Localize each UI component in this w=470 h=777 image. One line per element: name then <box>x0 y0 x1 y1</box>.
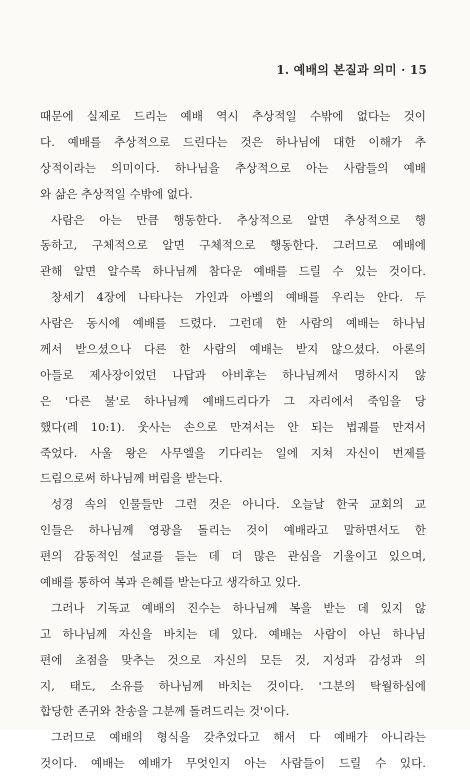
text-line: 께서 받으셨으나 다른 한 사람의 예배는 받지 않으셨다. 아론의 <box>40 342 426 357</box>
text-line: 아들로 제사장이었던 나답과 아비후는 하나님께서 명하시지 않 <box>40 367 426 382</box>
text-line: 창세기 4장에 나타나는 가인과 아벨의 예배를 우리는 안다. 두 <box>51 290 426 305</box>
paragraph <box>40 725 426 777</box>
paragraph <box>40 492 426 596</box>
text-line: 것이다. 예배는 예배가 무엇인지 아는 사람들이 드릴 수 있다. <box>40 756 426 771</box>
text-line: 때문에 실제로 드리는 예배 역시 추상적일 수밖에 없다는 것이 <box>40 109 426 123</box>
text-line: 지, 태도, 소유를 하나님께 바치는 것이다. '그분의 탁월하심에 <box>40 678 426 693</box>
paragraph <box>40 208 426 286</box>
text-line: 성경 속의 인물들만 그런 것은 아니다. 오늘날 한국 교회의 교 <box>51 497 426 512</box>
paragraph <box>40 285 426 492</box>
text-line: 상적이라는 의미이다. 하나님을 추상적으로 아는 사람들의 예배 <box>40 160 426 175</box>
text-line: 합당한 존귀와 찬송을 그분께 돌려드리는 것'이다. <box>40 704 290 719</box>
text-line: 했다(레 10:1). 웃사는 손으로 만져서는 안 되는 법궤를 만져서 <box>40 419 426 434</box>
paragraph <box>40 596 426 725</box>
text-line: 사람은 동시에 예배를 드렸다. 그런데 한 사람의 예배는 하나님 <box>40 316 426 331</box>
text-line: 편에 초점을 맞추는 것으로 자신의 모든 것, 지성과 감성과 의 <box>40 652 426 667</box>
paragraph <box>40 104 426 208</box>
text-line: 다. 예배를 추상적으로 드린다는 것은 하나님에 대한 이해가 추 <box>40 134 426 149</box>
text-line: 관해 알면 알수록 하나님께 참다운 예배를 드릴 수 있는 것이다. <box>40 264 426 279</box>
text-line: 와 삶은 추상적일 수밖에 없다. <box>40 186 193 201</box>
body-text <box>40 104 426 777</box>
text-line: 그러므로 예배의 형식을 갖추었다고 해서 다 예배가 아니라는 <box>51 730 426 745</box>
text-line: 편의 감동적인 설교를 듣는 데 더 많은 관심을 기울이고 있으며, <box>40 549 426 564</box>
text-line: 드림으로써 하나님께 버림을 받는다. <box>40 471 223 486</box>
text-line: 동하고, 구체적으로 알면 구체적으로 행동한다. 그러므로 예배에 <box>40 238 426 253</box>
text-line: 고 하나님께 자신을 바치는 데 있다. 예배는 사람이 아닌 하나님 <box>40 626 426 641</box>
text-line: 은 '다른 불'로 하나님께 예배드리다가 그 자리에서 죽임을 당 <box>40 393 426 408</box>
text-line: 사람은 아는 만큼 행동한다. 추상적으로 알면 추상적으로 행 <box>51 212 426 227</box>
text-line: 인들은 하나님께 영광을 돌리는 것이 예배라고 말하면서도 한 <box>40 523 426 538</box>
running-header: 1. 예배의 본질과 의미 · 15 <box>276 63 427 77</box>
text-line: 죽었다. 사울 왕은 사무엘을 기다리는 일에 지쳐 자신이 번제를 <box>40 445 426 460</box>
text-line: 예배를 통하여 복과 은혜를 받는다고 생각하고 있다. <box>40 575 301 590</box>
text-line: 그러나 기독교 예배의 진수는 하나님께 복을 받는 데 있지 않 <box>51 600 426 615</box>
